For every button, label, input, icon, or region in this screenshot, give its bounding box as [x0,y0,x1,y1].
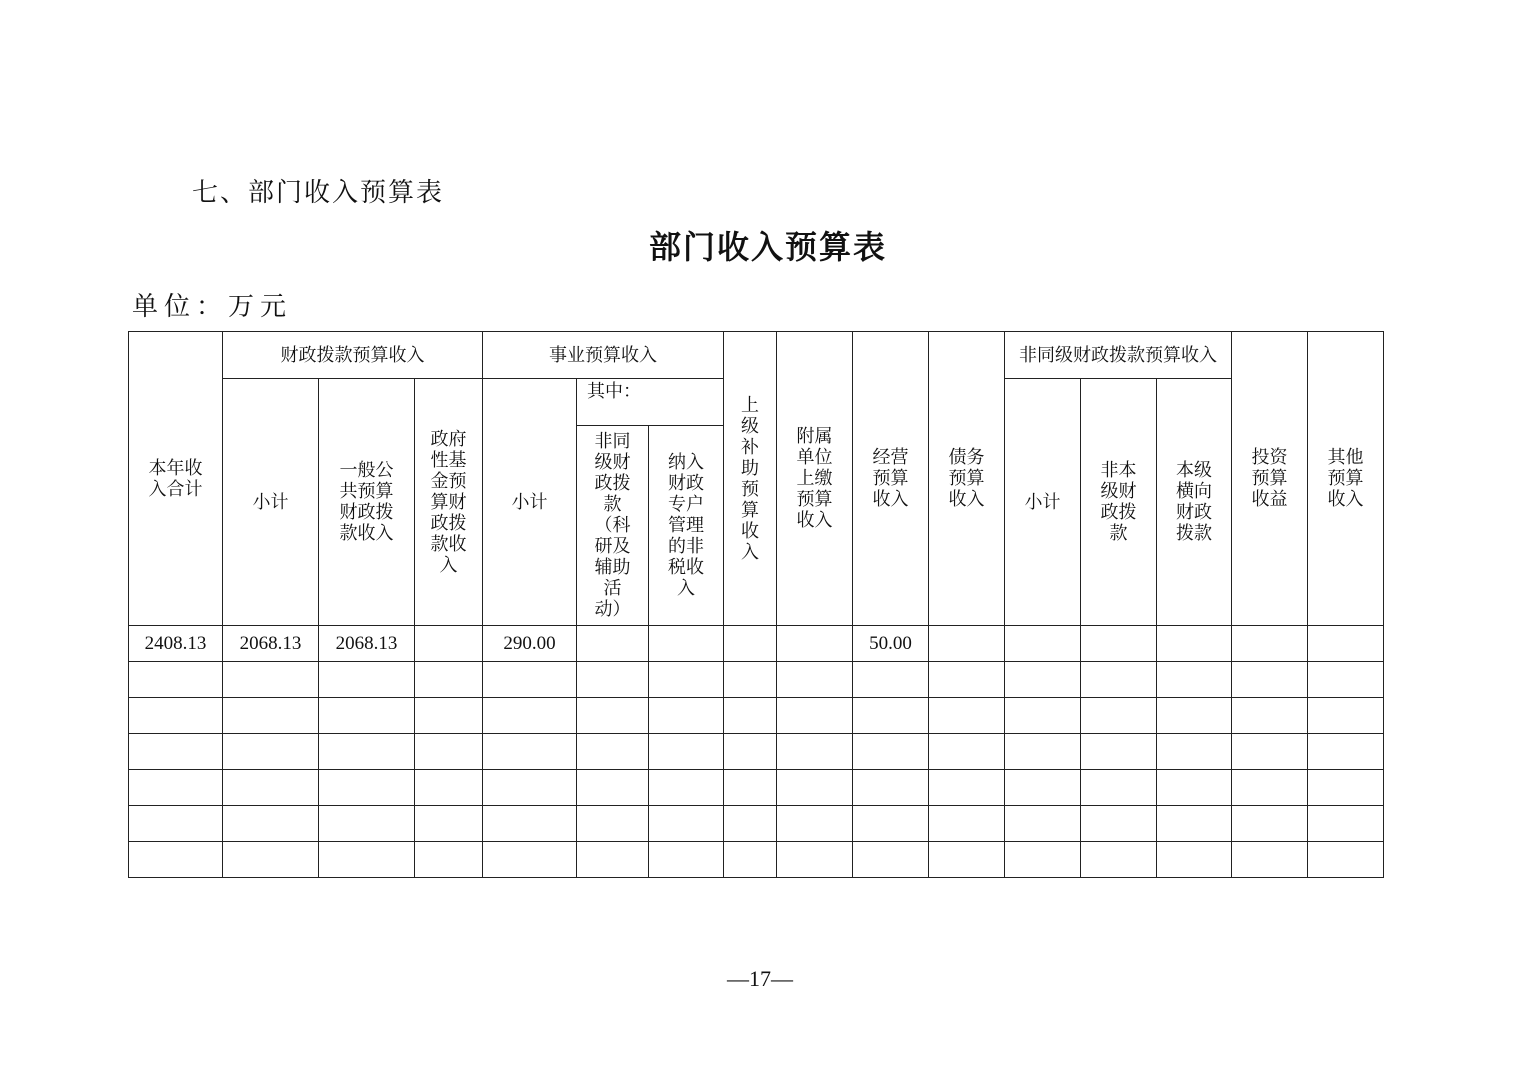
header-nonsame-subtotal: 小计 [1005,379,1081,626]
table-cell [1308,842,1384,878]
table-cell [483,734,577,770]
table-row [129,626,1384,662]
table-cell: 50.00 [853,626,929,662]
table-cell [223,734,319,770]
header-nonsame-group: 非同级财政拨款预算收入 [1005,332,1232,379]
table-cell [1157,806,1232,842]
table-cell [223,806,319,842]
header-career-nonsame: 非同级财政拨款（科研及辅助活动） [577,426,649,626]
table-cell [483,698,577,734]
table-cell [1308,734,1384,770]
table-cell [853,806,929,842]
table-cell [649,842,724,878]
table-row [129,734,1384,770]
header-superior-subsidy: 上级补助预算收入 [724,332,777,626]
table-cell [1005,806,1081,842]
table-cell [649,626,724,662]
table-cell [1232,734,1308,770]
table-cell [1232,842,1308,878]
table-cell [929,806,1005,842]
table-cell [415,662,483,698]
table-cell [577,698,649,734]
table-cell [929,662,1005,698]
table-cell [853,734,929,770]
table-cell [853,698,929,734]
header-career-subtotal: 小计 [483,379,577,626]
table-cell [483,806,577,842]
table-cell [319,770,415,806]
table-cell [577,842,649,878]
table-cell [1157,842,1232,878]
table-cell [223,842,319,878]
table-cell [649,698,724,734]
document-title: 部门收入预算表 [648,228,887,266]
table-cell [1081,734,1157,770]
table-cell: 2068.13 [319,626,415,662]
table-cell [724,662,777,698]
header-fiscal-general: 一般公共预算财政拨款收入 [319,379,415,626]
table-row [129,806,1384,842]
table-cell [1081,662,1157,698]
header-nonsame-nonlocal: 非本级财政拨款 [1081,379,1157,626]
table-cell [129,662,223,698]
table-cell [777,842,853,878]
table-cell [1232,770,1308,806]
table-cell [1157,770,1232,806]
table-cell [223,662,319,698]
table-cell [577,806,649,842]
table-cell [577,662,649,698]
table-cell [483,662,577,698]
table-cell [577,770,649,806]
table-cell [1005,770,1081,806]
table-cell [319,842,415,878]
table-cell [319,662,415,698]
header-other: 其他预算收入 [1308,332,1384,626]
table-cell [1005,698,1081,734]
table-cell [483,842,577,878]
table-cell: 2408.13 [129,626,223,662]
table-cell [724,626,777,662]
table-cell [777,734,853,770]
table-cell [1157,734,1232,770]
table-cell [649,734,724,770]
table-cell [1308,662,1384,698]
table-cell [1081,806,1157,842]
header-affiliate: 附属单位上缴预算收入 [777,332,853,626]
table-cell [777,698,853,734]
header-fiscal-group: 财政拨款预算收入 [223,332,483,379]
table-cell [929,842,1005,878]
table-cell [777,626,853,662]
table-cell [853,662,929,698]
table-cell [319,698,415,734]
table-cell [1308,698,1384,734]
table-row [129,842,1384,878]
table-cell [1308,806,1384,842]
header-debt: 债务预算收入 [929,332,1005,626]
table-cell [483,770,577,806]
table-cell [1308,770,1384,806]
table-cell [1081,698,1157,734]
table-cell [577,626,649,662]
table-cell: 2068.13 [223,626,319,662]
table-cell [724,698,777,734]
table-cell [577,734,649,770]
table-cell [1005,842,1081,878]
table-cell [415,698,483,734]
table-cell [319,734,415,770]
table-cell [129,806,223,842]
header-career-of-which: 其中： [577,379,724,426]
page-number: —17— [727,966,793,991]
table-cell [319,806,415,842]
table-cell [853,842,929,878]
table-cell [1232,698,1308,734]
table-cell: 290.00 [483,626,577,662]
table-cell [649,770,724,806]
header-career-nontax: 纳入财政专户管理的非税收入 [649,426,724,626]
table-cell [223,770,319,806]
header-nonsame-horizontal: 本级横向财政拨款 [1157,379,1232,626]
table-cell [777,806,853,842]
header-fiscal-subtotal: 小计 [223,379,319,626]
table-cell [1232,662,1308,698]
table-cell [853,770,929,806]
table-cell [724,770,777,806]
header-fiscal-fund: 政府性基金预算财政拨款收入 [415,379,483,626]
table-cell [415,770,483,806]
table-cell [415,626,483,662]
table-cell [1081,626,1157,662]
table-cell [1232,626,1308,662]
table-cell [1157,662,1232,698]
table-cell [415,734,483,770]
table-cell [929,626,1005,662]
table-cell [1232,806,1308,842]
table-cell [1157,698,1232,734]
table-row [129,662,1384,698]
table-cell [223,698,319,734]
table-cell [1157,626,1232,662]
table-cell [649,806,724,842]
table-cell [415,842,483,878]
table-cell [1308,626,1384,662]
table-cell [777,662,853,698]
table-cell [649,662,724,698]
table-cell [1005,734,1081,770]
table-row [129,698,1384,734]
table-cell [1081,770,1157,806]
table-cell [415,806,483,842]
unit-label: 单位：万元 [132,292,293,322]
table-row [129,770,1384,806]
table-cell [1005,662,1081,698]
table-cell [1005,626,1081,662]
table-cell [129,698,223,734]
header-career-group: 事业预算收入 [483,332,724,379]
header-investment: 投资预算收益 [1232,332,1308,626]
table-cell [129,842,223,878]
header-operating: 经营预算收入 [853,332,929,626]
table-cell [129,734,223,770]
table-cell [724,806,777,842]
table-cell [724,734,777,770]
table-cell [1081,842,1157,878]
table-cell [777,770,853,806]
income-budget-table [128,331,1384,878]
section-title: 七、部门收入预算表 [192,178,445,208]
header-total: 本年收入合计 [129,332,223,626]
table-cell [929,734,1005,770]
table-cell [129,770,223,806]
table-cell [724,842,777,878]
table-cell [929,698,1005,734]
table-cell [929,770,1005,806]
